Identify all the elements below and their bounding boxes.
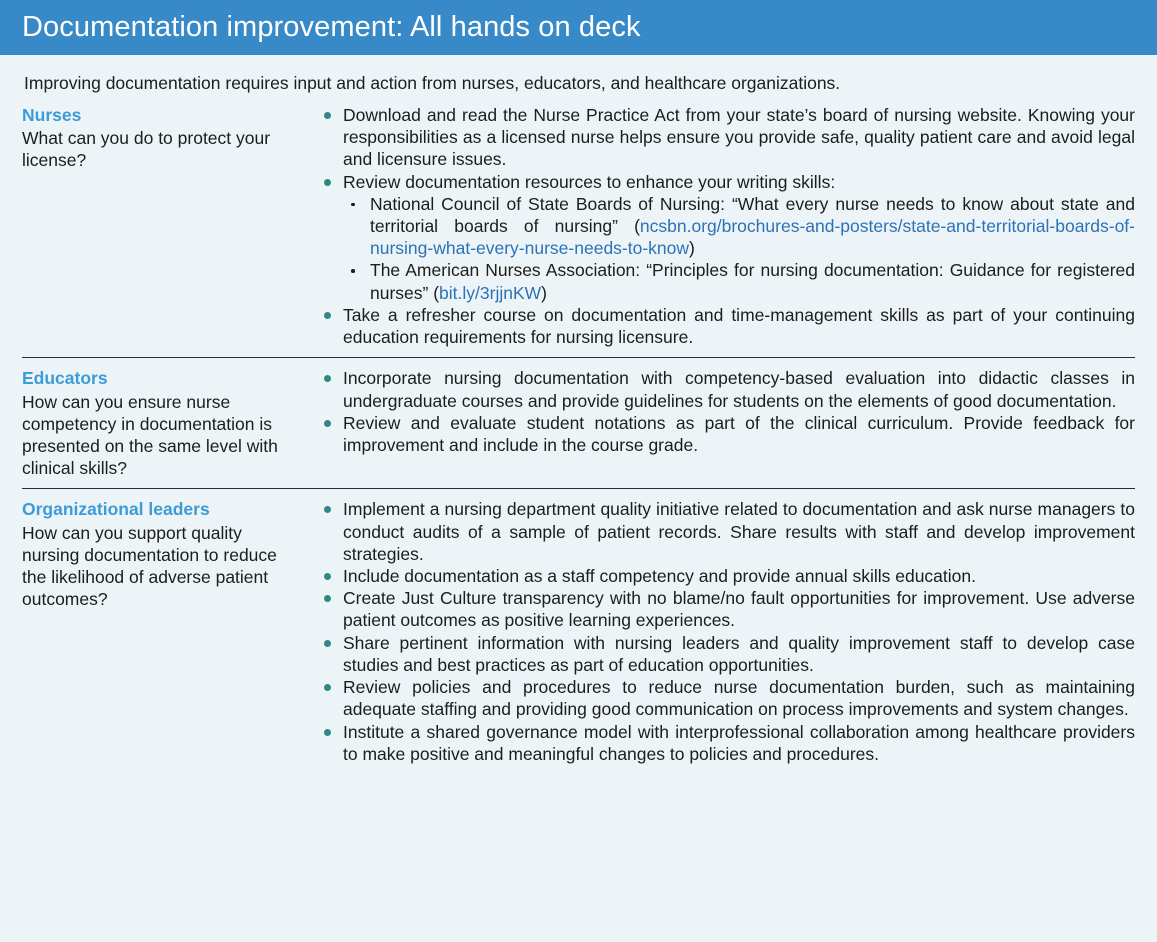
list-item [320,632,1135,676]
list-item [320,412,1135,456]
sub-list-item [343,193,1135,260]
sub-list-item-suffix: ) [689,238,695,259]
section-inner [22,95,1135,348]
resource-sublist [343,193,1135,304]
list-item [320,171,1135,304]
list-item-text: Review policies and procedures to reduce nurse documentation burden, such as maintaining adequate staffing and providing good communication on process improvements and system changes. [343,677,1135,720]
section-right-column [310,489,1135,765]
list-item-text: Take a refresher course on documentation and time-management skills as part of your continuing education requirements for nursing licensure. [343,304,1135,348]
resource-link[interactable]: ncsbn.org/brochures-and-posters/state-and-territorial-boards-of-nursing-what-every-nurse-needs-to-know [370,215,1135,259]
sub-list-item [343,259,1135,303]
section-heading: Organizational leaders [22,499,210,520]
section-educators [0,358,1157,479]
list-item [320,565,1135,587]
section-left-column [22,489,310,765]
section-question: How can you support quality nursing documentation to reduce the likelihood of adverse patient outcomes? [22,522,277,610]
list-item [320,721,1135,765]
list-item [320,104,1135,171]
sub-list-item-prefix: The American Nurses Association: “Principles for nursing documentation: Guidance for registered nurses” ( [370,260,1135,303]
section-inner [22,358,1135,479]
section-right-column [310,358,1135,479]
list-item [320,304,1135,348]
list-item [320,676,1135,720]
list-item [320,367,1135,411]
recommendation-list [320,367,1135,456]
page-title: Documentation improvement: All hands on deck [22,11,641,43]
list-item-text: Create Just Culture transparency with no blame/no fault opportunities for improvement. Use adverse patient outcomes as positive learning experiences. [343,588,1135,631]
sections-container [0,95,1157,765]
list-item-text: Review documentation resources to enhance your writing skills: [343,171,836,192]
list-item-text: Institute a shared governance model with interprofessional collaboration among healthcare providers to make positive and meaningful changes to policies and procedures. [343,721,1135,764]
list-item-text: Include documentation as a staff competency and provide annual skills education. [343,566,976,587]
list-item-text: Incorporate nursing documentation with competency-based evaluation into didactic classes in undergraduate courses and provide guidelines for students on the elements of good documentation. [343,368,1135,411]
section-heading: Educators [22,368,108,389]
section-nurses [0,95,1157,348]
list-item-text: Review and evaluate student notations as part of the clinical curriculum. Provide feedback for improvement and include in the course grade. [343,412,1135,455]
list-item-text: Share pertinent information with nursing leaders and quality improvement staff to develop case studies and best practices as part of education opportunities. [343,632,1135,675]
section-left-column [22,95,310,348]
sub-list-item-suffix: ) [541,282,547,303]
document-header [0,0,1157,55]
recommendation-list [320,104,1135,348]
section-question: How can you ensure nurse competency in documentation is presented on the same level with clinical skills? [22,391,278,479]
section-heading: Nurses [22,104,82,125]
list-item-text: Download and read the Nurse Practice Act from your state’s board of nursing website. Knowing your responsibilities as a licensed nurse helps ensure you provide safe, quality patient care and avoid legal and licensure issues. [343,104,1135,170]
intro-paragraph: Improving documentation requires input and action from nurses, educators, and healthcare organizations. [24,73,841,93]
section-organizational-leaders [0,489,1157,765]
list-item [320,587,1135,631]
section-question: What can you do to protect your license? [22,128,271,171]
section-right-column [310,95,1135,348]
section-inner [22,489,1135,765]
list-item-text: Implement a nursing department quality initiative related to documentation and ask nurse managers to conduct audits of a sample of patient records. Share results with staff and develop improvement strategies. [343,499,1135,564]
sub-list-item-prefix: National Council of State Boards of Nursing: “What every nurse needs to know about state and territorial boards of nursing” ( [370,193,1135,236]
list-item [320,498,1135,565]
section-left-column [22,358,310,479]
recommendation-list [320,498,1135,765]
resource-link[interactable]: bit.ly/3rjjnKW [439,282,542,303]
